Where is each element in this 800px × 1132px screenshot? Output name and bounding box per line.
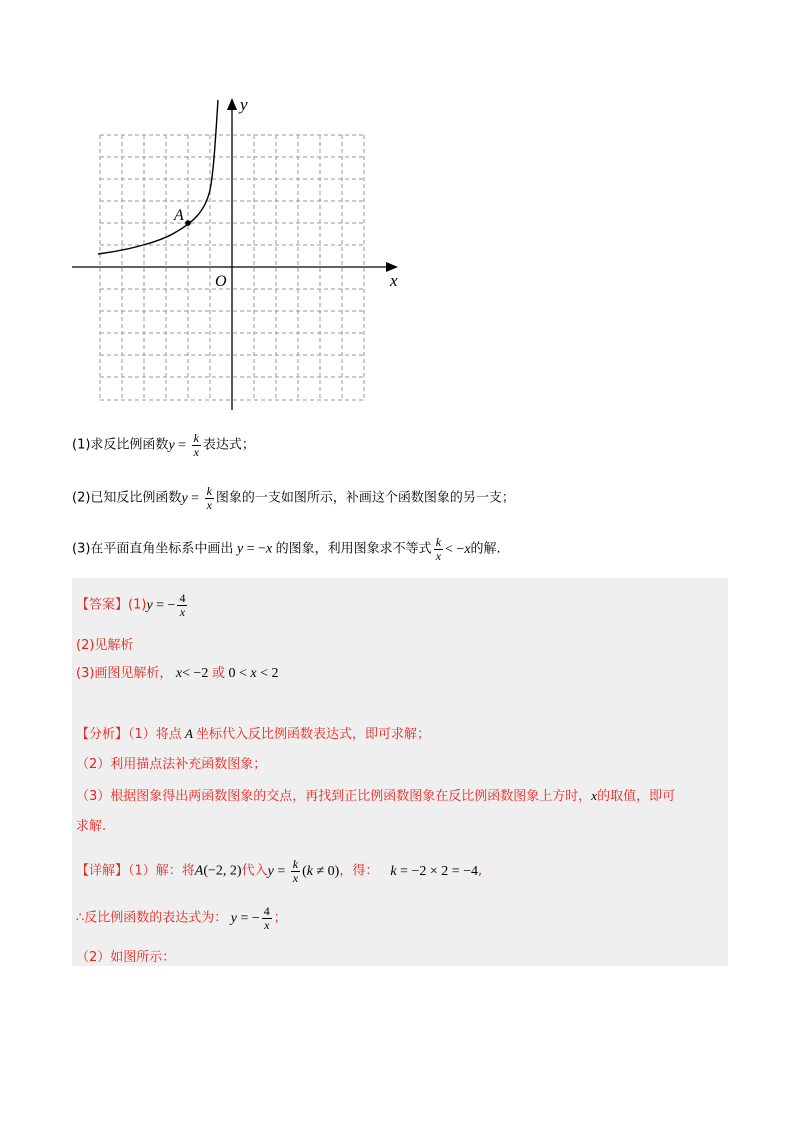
analysis-point-a: A (181, 726, 197, 741)
question-3-suffix: 的解. (470, 541, 501, 557)
question-1-text: 求反比例函数 (90, 437, 169, 453)
question-1-suffix: 表达式； (202, 437, 255, 453)
answer-part1-formula: y = − $\frac{4}{x}$ (146, 591, 186, 619)
y-axis-label: y (240, 95, 248, 114)
analysis-line-2: （2）利用描点法补充函数图象； (76, 757, 267, 772)
detail-line-1-mid: 代入 (241, 863, 268, 879)
answer-label: 【答案】 (76, 597, 129, 613)
detail-label: 【详解】 (76, 863, 129, 879)
analysis-line-3 (76, 786, 675, 807)
question-1-number: (1) (72, 437, 91, 453)
question-3-mid: 的图象，利用图象求不等式 (275, 541, 432, 557)
question-2-number: (2) (72, 490, 91, 506)
answer-part3-range-2: 0 < x < 2 (224, 666, 279, 681)
analysis-line-1-pre: （1）将点 (128, 727, 182, 742)
analysis-variable-x: x (591, 788, 598, 803)
coordinate-graph (60, 90, 420, 420)
answer-line-1 (76, 592, 189, 619)
answer-part1-number: (1) (128, 597, 147, 613)
question-3-text: 在平面直角坐标系中画出 (90, 541, 234, 557)
analysis-line-4: 求解. (76, 819, 107, 834)
analysis-line-1 (76, 724, 430, 745)
detail-line-1: 【详解】（1）解：将A(−2, 2)代入y = $\frac{k}{x}$ (k ≠ 0)，得： k = −2 × 2 = −4, (76, 857, 483, 885)
detail-point: A(−2, 2) (194, 863, 242, 879)
answer-line-3 (76, 664, 278, 684)
question-2-formula: y = $\frac{k}{x}$ (181, 484, 212, 512)
analysis-line-3-post: 的取值，即可 (597, 789, 676, 804)
detail-k-value: k = −2 × 2 = −4 (390, 863, 479, 879)
detail-line-1-pre: （1）解：将 (128, 863, 195, 879)
question-3 (72, 536, 501, 563)
answer-part3-or: 或 (211, 666, 225, 681)
detail-line-3: （2）如图所示： (76, 950, 176, 965)
point-a (185, 220, 191, 226)
point-a-label: A (174, 207, 184, 224)
answer-part3-text: (3)画图见解析， (76, 666, 173, 681)
question-2-text: 已知反比例函数 (90, 490, 182, 506)
question-3-number: (3) (72, 541, 91, 557)
y-axis-arrow (227, 98, 237, 110)
detail-substitution: y = $\frac{k}{x}$ (k ≠ 0) (267, 857, 340, 885)
analysis-line-3-pre: （3）根据图象得出两函数图象的交点，再找到正比例函数图象在反比例函数图象上方时， (76, 789, 592, 804)
detail-line-2: ∴反比例函数的表达式为： y = − $\frac{4}{x}$ ； (76, 904, 287, 932)
hyperbola-branch (98, 100, 218, 254)
question-2-suffix: 图象的一支如图所示，补画这个函数图象的另一支； (215, 490, 515, 506)
question-1-formula: y = $\frac{k}{x}$ (168, 431, 199, 459)
detail-line-2-formula: y = − $\frac{4}{x}$ (230, 904, 270, 932)
analysis-line-1-post: 坐标代入反比例函数表达式，即可求解； (196, 727, 431, 742)
origin-label: O (215, 273, 227, 290)
analysis-label: 【分析】 (76, 727, 129, 742)
question-3-line-formula: y = −x (236, 541, 273, 557)
question-2 (72, 485, 515, 512)
question-3-inequality: $\frac{k}{x}$ < −x (435, 535, 471, 563)
question-1 (72, 432, 255, 459)
detail-line-1-post: ，得： (339, 863, 379, 879)
answer-line-2: (2)见解析 (76, 638, 134, 653)
detail-line-2-text: ∴反比例函数的表达式为： (76, 910, 228, 926)
answer-part3-range-1: x< −2 (175, 666, 212, 681)
x-axis-label: x (390, 271, 398, 290)
